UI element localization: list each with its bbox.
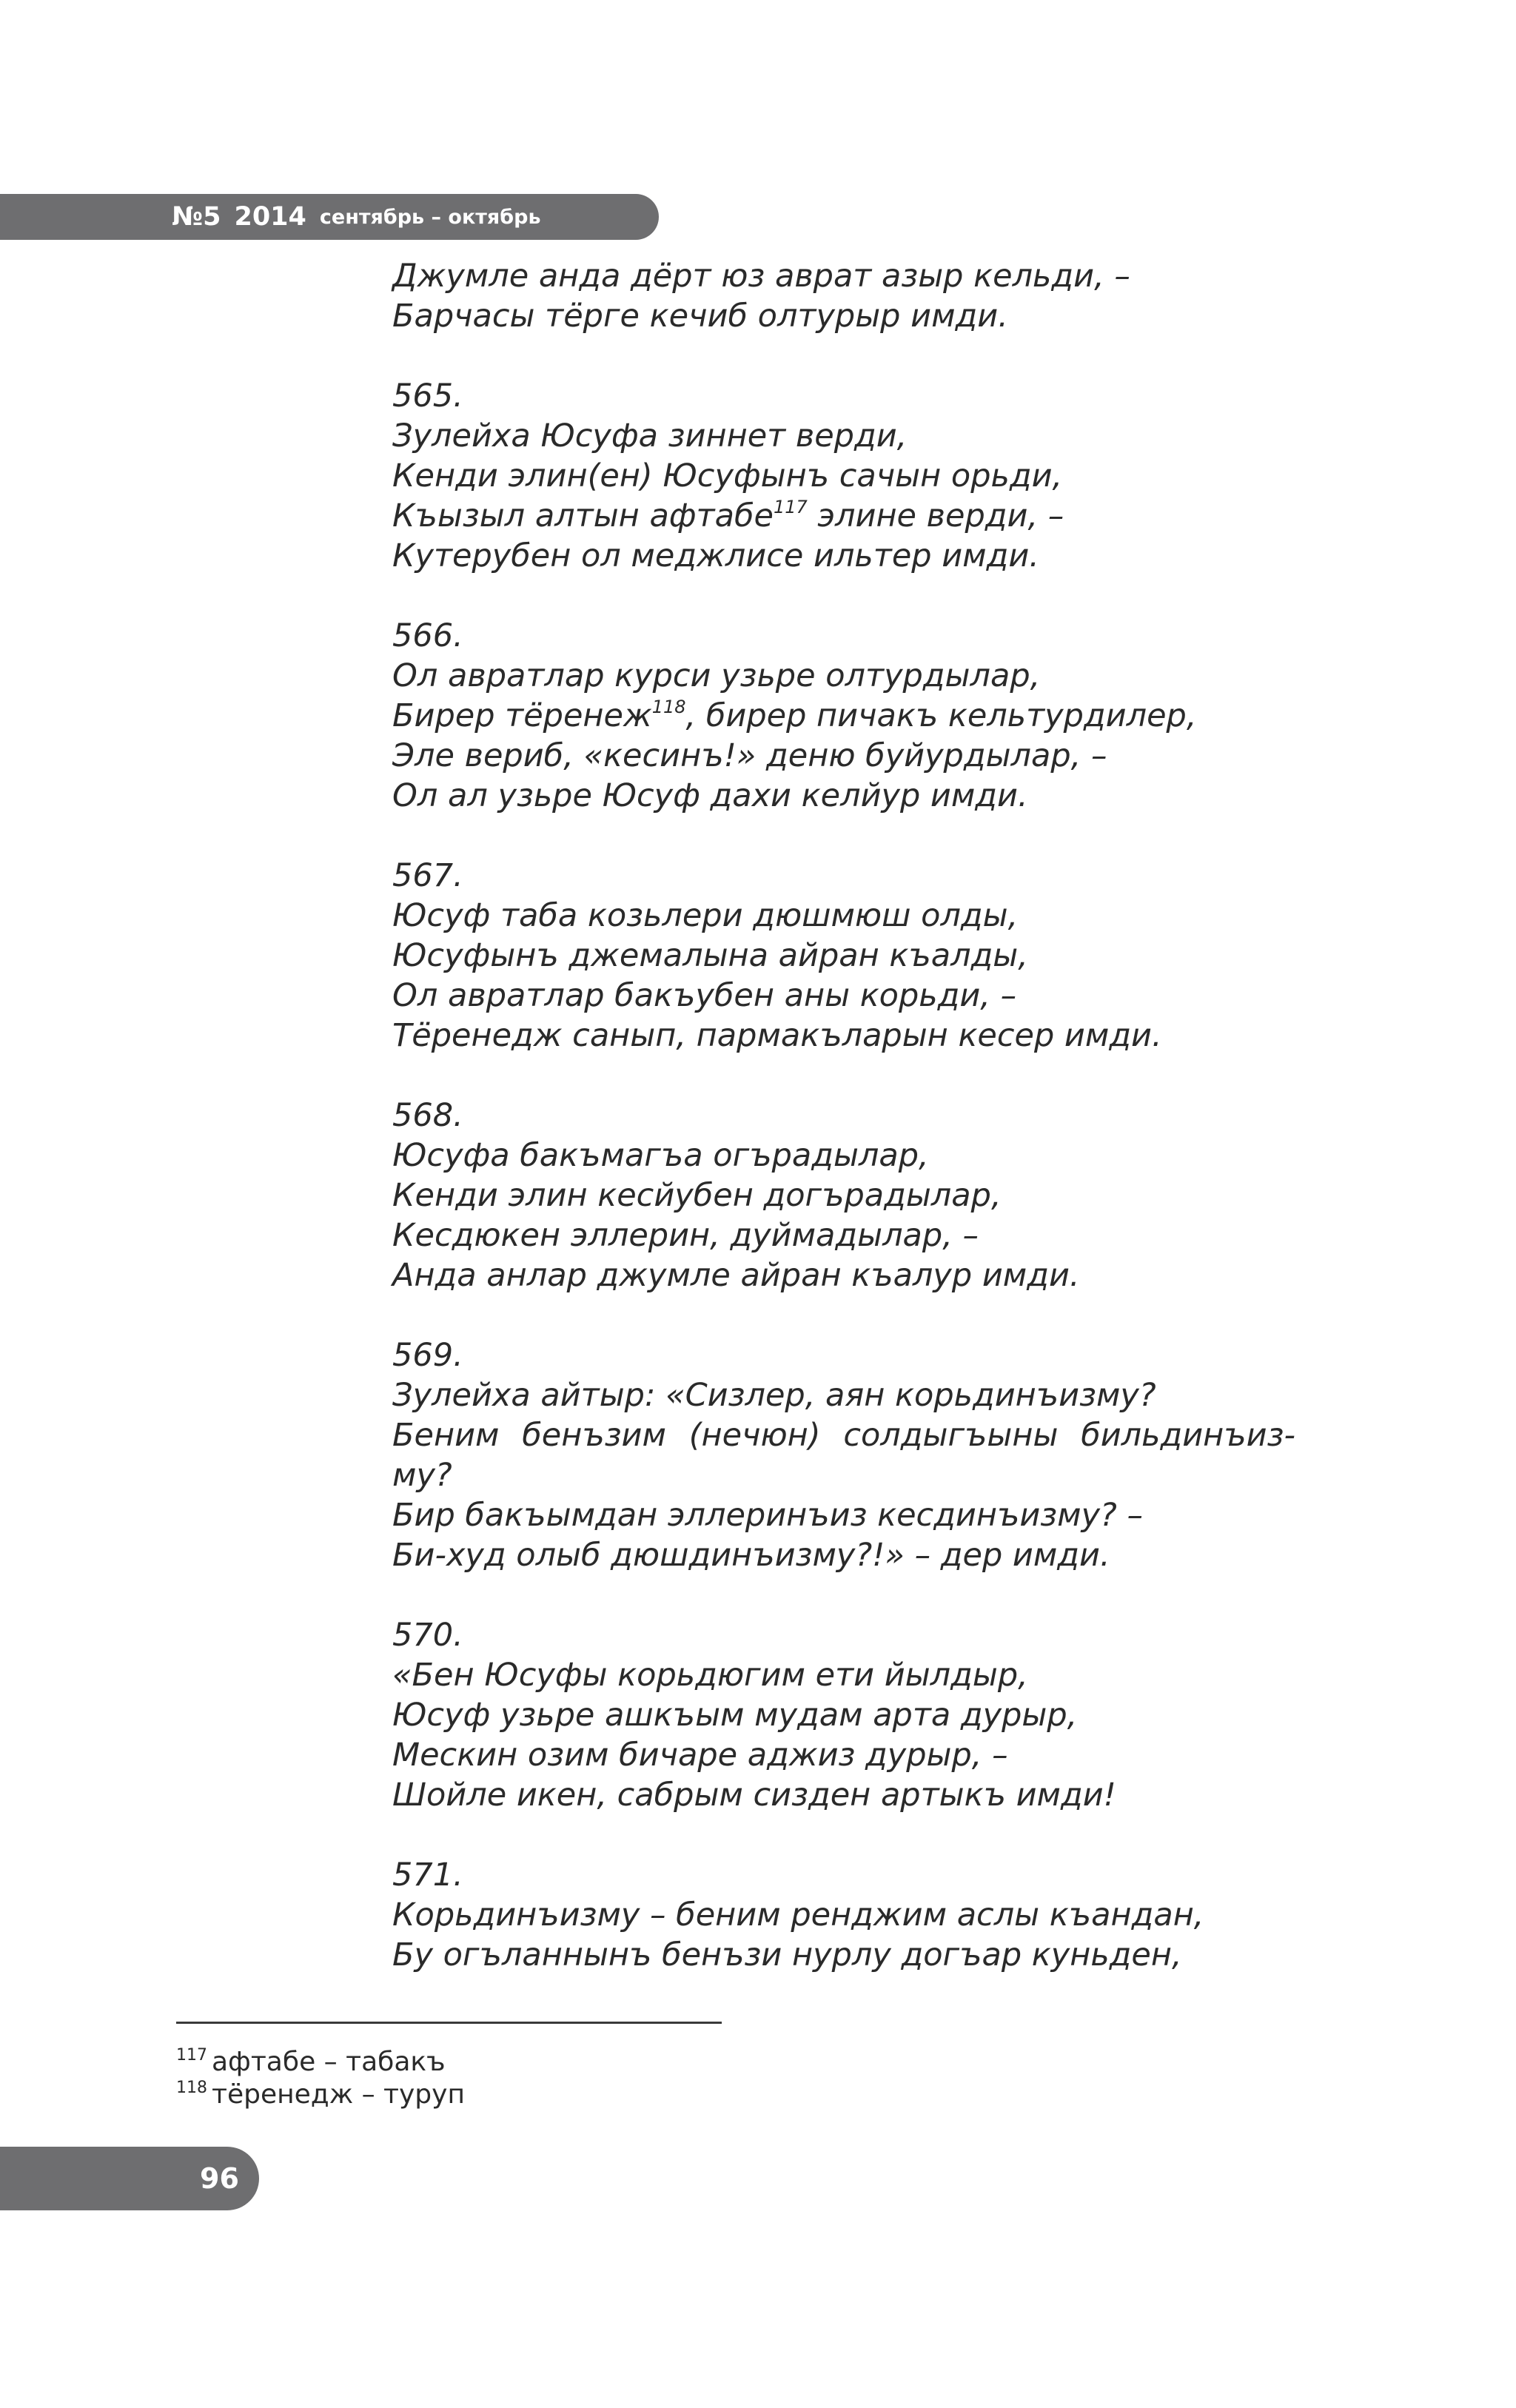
verse-line: му? xyxy=(392,1457,452,1494)
issue-months: сентябрь – октябрь xyxy=(319,205,541,229)
verse-line: Ол авратлар бакъубен аны корьди, – xyxy=(392,977,1017,1014)
stanza-567 xyxy=(392,856,1318,1056)
verse-line: Шойле икен, сабрым сизден артыкъ имди! xyxy=(392,1777,1116,1814)
page-number: 96 xyxy=(200,2162,239,2195)
verse-line: Кенди элин(ен) Юсуфынъ сачын орьди, xyxy=(392,457,1063,494)
verse-line: Юсуф узьре ашкъым мудам арта дурыр, xyxy=(392,1697,1078,1734)
verse-line: Эле вериб, «кесинъ!» деню буйурдылар, – xyxy=(392,737,1107,774)
stanza-569 xyxy=(392,1335,1318,1575)
footnote-separator xyxy=(176,2022,722,2024)
verse-line: Тёренедж санып, пармакъларын кесер имди. xyxy=(392,1017,1162,1054)
stanza-number: 568. xyxy=(392,1097,463,1134)
issue-number: №5 xyxy=(172,202,221,232)
issue-year: 2014 xyxy=(234,202,306,232)
footnote-ref-117[interactable]: 117 xyxy=(773,497,808,517)
verse-line: Беним бенъзим (нечюн) солдыгъыны бильдинъиз- xyxy=(392,1417,1295,1454)
stanza-number: 569. xyxy=(392,1337,463,1374)
verse-line: Бу огъланнынъ бенъзи нурлу догъар куньден, xyxy=(392,1936,1182,1973)
verse-line: Джумле анда дёрт юз аврат азыр кельди, – xyxy=(392,258,1130,295)
verse-line: Барчасы тёрге кечиб олтурыр имди. xyxy=(392,298,1008,335)
verse-line: Мескин озим бичаре аджиз дурыр, – xyxy=(392,1737,1008,1774)
verse-line: Юсуфынъ джемалына айран къалды, xyxy=(392,937,1028,974)
footnote-117 xyxy=(176,2046,465,2079)
poem-body xyxy=(392,256,1318,2015)
stanza-564-end xyxy=(392,256,1318,336)
verse-line: «Бен Юсуфы корьдюгим ети йылдыр, xyxy=(392,1657,1028,1694)
footnote-text: афтабе – табакъ xyxy=(212,2047,446,2077)
footnote-mark: 118 xyxy=(176,2079,207,2097)
verse-line-with-footnote xyxy=(392,496,1318,536)
verse-line-tail: элине верди, – xyxy=(807,497,1064,534)
verse-line: Юсуф таба козьлери дюшмюш олды, xyxy=(392,897,1019,934)
verse-line: Зулейха Юсуфа зиннет верди, xyxy=(392,417,908,455)
footnote-118 xyxy=(176,2079,465,2111)
page-number-tab xyxy=(0,2147,259,2210)
verse-line-head: Бирер тёренеж xyxy=(392,697,652,734)
verse-line-tail: , бирер пичакъ кельтурдилер, xyxy=(685,697,1197,734)
verse-line: Анда анлар джумле айран къалур имди. xyxy=(392,1257,1080,1294)
verse-line: Зулейха айтыр: «Сизлер, аян корьдинъизму? xyxy=(392,1377,1156,1414)
footnote-ref-118[interactable]: 118 xyxy=(651,697,686,717)
stanza-566 xyxy=(392,616,1318,816)
stanza-568 xyxy=(392,1096,1318,1295)
verse-line: Юсуфа бакъмагъа огърадылар, xyxy=(392,1137,929,1174)
stanza-number: 571. xyxy=(392,1857,463,1894)
stanza-565 xyxy=(392,376,1318,576)
verse-line: Корьдинъизму – беним ренджим аслы къандан, xyxy=(392,1896,1204,1934)
verse-line: Бир бакъымдан эллеринъиз кесдинъизму? – xyxy=(392,1497,1144,1534)
stanza-570 xyxy=(392,1615,1318,1815)
stanza-571 xyxy=(392,1855,1318,1975)
running-header xyxy=(0,194,659,240)
verse-line: Би-худ олыб дюшдинъизму?!» – дер имди. xyxy=(392,1537,1110,1574)
footnote-text: тёренедж – туруп xyxy=(212,2079,465,2110)
stanza-number: 566. xyxy=(392,617,463,654)
verse-line: Кесдюкен эллерин, дуймадылар, – xyxy=(392,1217,979,1254)
stanza-number: 567. xyxy=(392,857,463,894)
verse-line: Ол авратлар курси узьре олтурдылар, xyxy=(392,657,1041,694)
footnotes xyxy=(176,2046,465,2111)
stanza-number: 565. xyxy=(392,378,463,415)
verse-line: Кенди элин кесйубен догърадылар, xyxy=(392,1177,1002,1214)
footnote-mark: 117 xyxy=(176,2046,207,2065)
verse-line-head: Къызыл алтын афтабе xyxy=(392,497,774,534)
verse-line: Ол ал узьре Юсуф дахи келйур имди. xyxy=(392,777,1028,814)
verse-line: Кутерубен ол меджлисе ильтер имди. xyxy=(392,537,1039,574)
stanza-number: 570. xyxy=(392,1617,463,1654)
verse-line-with-footnote xyxy=(392,696,1318,736)
